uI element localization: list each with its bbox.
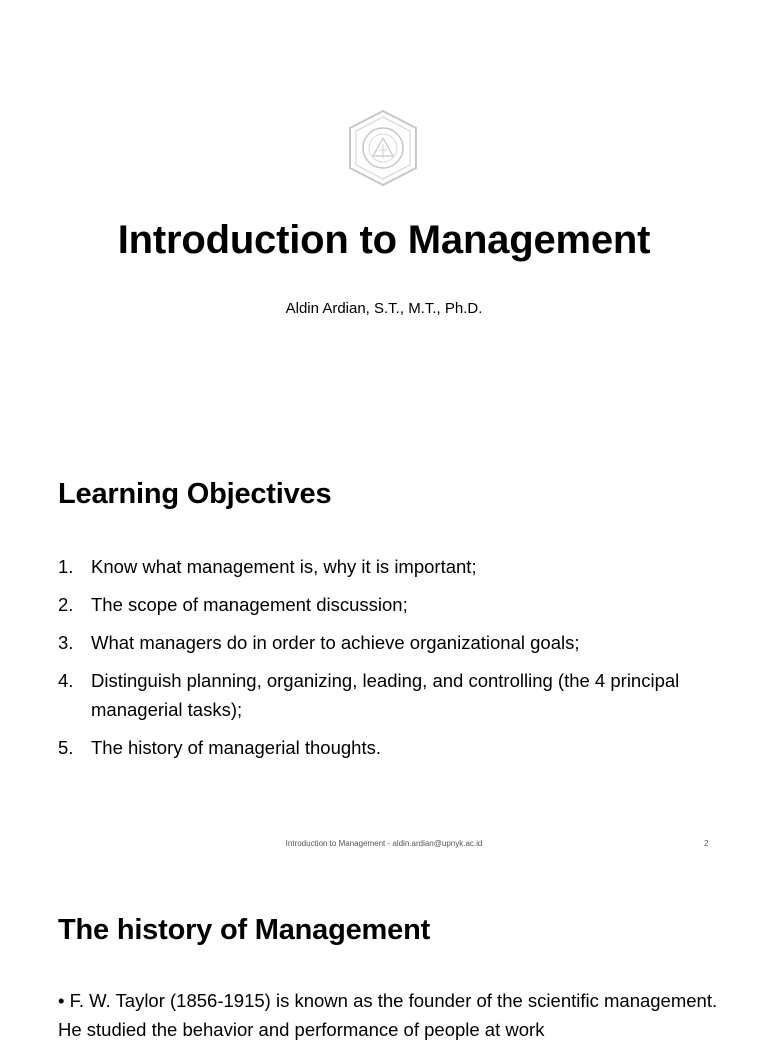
objectives-slide <box>0 432 768 864</box>
bullet-text: • F. W. Taylor (1856-1915) is known as the founder of the scientific management. He studied the behavior and performance of people at work <box>58 990 718 1040</box>
item-number: 5. <box>58 737 74 758</box>
item-text: The history of managerial thoughts. <box>91 737 381 758</box>
item-number: 3. <box>58 632 74 653</box>
item-text: The scope of management discussion; <box>91 594 408 615</box>
title-slide <box>0 0 768 432</box>
list-item <box>58 590 718 619</box>
list-item <box>58 733 718 762</box>
author-name: Aldin Ardian, S.T., M.T., Ph.D. <box>285 300 483 317</box>
slide-footer: Introduction to Management - aldin.ardian@upnyk.ac.id <box>285 839 483 848</box>
item-number: 2. <box>58 594 74 615</box>
slide-title: The history of Management <box>58 914 431 946</box>
list-item <box>58 552 718 581</box>
item-number: 4. <box>58 670 74 691</box>
item-text: What managers do in order to achieve organizational goals; <box>91 632 580 653</box>
item-number: 1. <box>58 556 74 577</box>
objectives-list <box>58 552 718 771</box>
presentation-title: Introduction to Management <box>117 218 651 262</box>
university-seal-icon <box>343 108 423 188</box>
list-item <box>58 628 718 657</box>
item-text: Know what management is, why it is important; <box>91 556 477 577</box>
history-slide <box>0 864 768 1040</box>
item-text: Distinguish planning, organizing, leading, and controlling (the 4 principal managerial tasks); <box>91 670 680 720</box>
list-item <box>58 666 718 724</box>
slide-title: Learning Objectives <box>58 478 332 510</box>
page-number: 2 <box>704 839 709 848</box>
